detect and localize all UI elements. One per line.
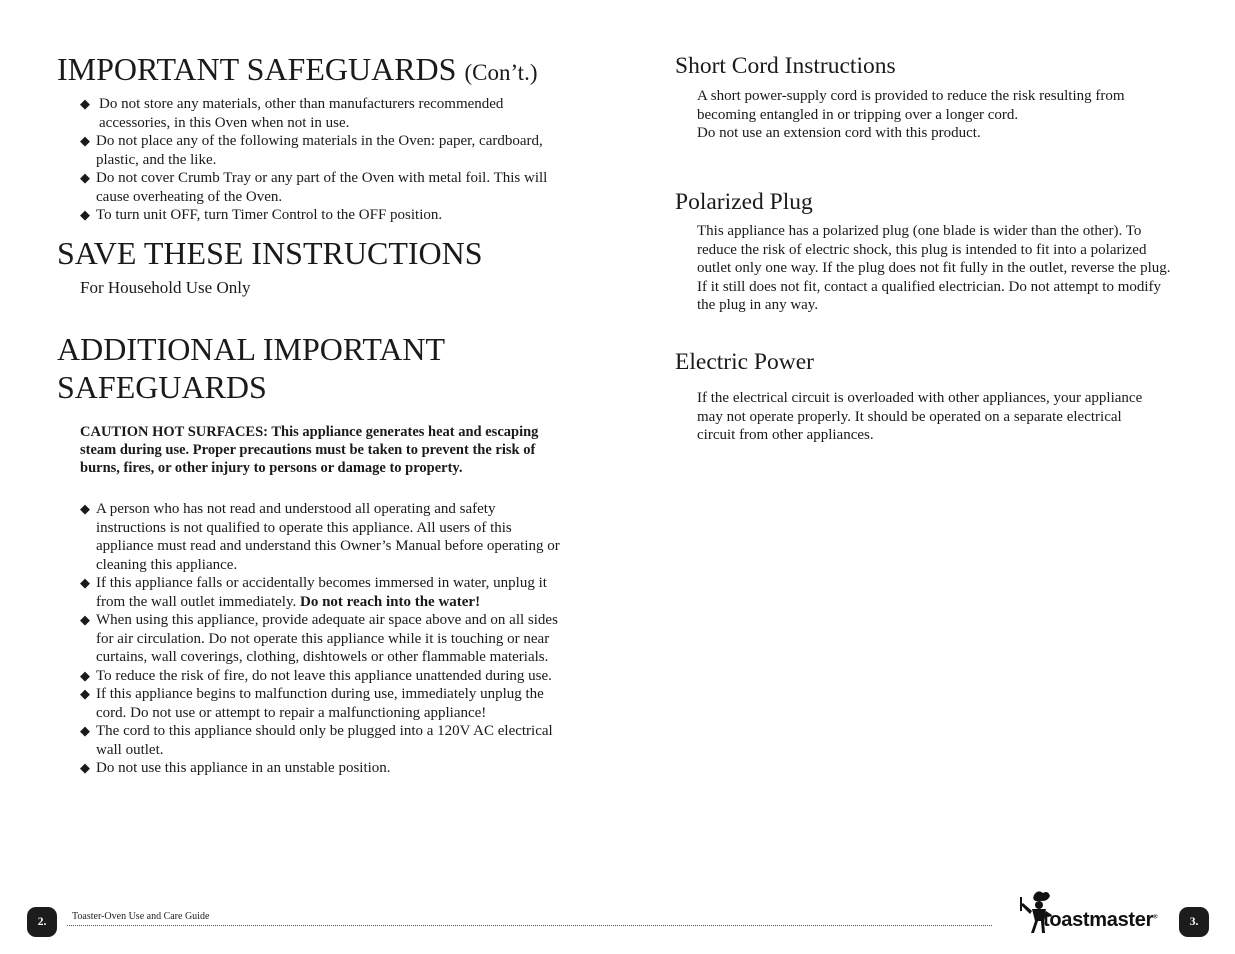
list-item: ◆ Do not cover Crumb Tray or any part of the Oven with metal foil. This will cause overheating of the Oven. (80, 170, 548, 205)
diamond-bullet-icon: ◆ (80, 612, 90, 627)
save-instructions-heading: SAVE THESE INSTRUCTIONS (57, 235, 483, 271)
footer-divider (67, 925, 992, 926)
water-warning: Do not reach into the water! (299, 593, 481, 610)
diamond-bullet-icon: ◆ (80, 133, 90, 148)
diamond-bullet-icon: ◆ (80, 575, 90, 590)
list-item: ◆ Do not use this appliance in an unstable position. (80, 760, 391, 776)
caution-text: CAUTION HOT SURFACES: This appliance generates heat and escaping steam during use. Proper precautions must be taken to prevent the risk of burns, fires, or other injury to persons or damage to property. (80, 424, 539, 476)
list-item: ◆ When using this appliance, provide adequate air space above and on all sides for air circulation. Do not operate this appliance while it is touching or near curtains, wall coverings, clothing, dishtowels or other flammable materials. (80, 612, 558, 665)
diamond-bullet-icon: ◆ (80, 686, 90, 701)
short-cord-heading: Short Cord Instructions (675, 53, 896, 79)
safeguards-heading-suffix: (Con’t.) (464, 60, 538, 85)
diamond-bullet-icon: ◆ (80, 170, 90, 185)
list-item: ◆ Do not store any materials, other than manufacturers recommended accessories, in this Oven when not in use. (80, 96, 504, 131)
page-number-left: 2. (27, 907, 57, 937)
electric-power-heading: Electric Power (675, 349, 814, 375)
list-item: ◆ A person who has not read and understood all operating and safety instructions is not qualified to operate this appliance. All users of this appliance must read and understand this Owner’s Manual before operating or cleaning this appliance. (80, 501, 560, 573)
short-cord-text: A short power-supply cord is provided to reduce the risk resulting from becoming entangled in or tripping over a longer cord. Do not use an extension cord with this product. (697, 88, 1125, 141)
safeguards-heading (57, 50, 537, 92)
list-item: ◆ If this appliance begins to malfunction during use, immediately unplug the cord. Do not use or attempt to repair a malfunctioning appliance! (80, 686, 544, 721)
safeguards-heading-text: IMPORTANT SAFEGUARDS (57, 51, 457, 87)
list-item: ◆ If this appliance falls or accidentally becomes immersed in water, unplug it from the wall outlet immediately. Do not reach into the water! (80, 575, 547, 610)
diamond-bullet-icon: ◆ (80, 501, 90, 516)
brand-wordmark: toastmaster® (1043, 909, 1158, 931)
footer-title: Toaster-Oven Use and Care Guide (72, 911, 210, 922)
diamond-bullet-icon: ◆ (80, 667, 90, 683)
diamond-bullet-icon: ◆ (80, 207, 90, 222)
list-item: ◆ To turn unit OFF, turn Timer Control to the OFF position. (80, 207, 443, 223)
list-item: ◆ Do not place any of the following materials in the Oven: paper, cardboard, plastic, and the like. (80, 133, 543, 168)
additional-safeguards-list (80, 500, 560, 778)
polarized-plug-text: This appliance has a polarized plug (one blade is wider than the other). To reduce the risk of electric shock, this plug is intended to fit into a polarized outlet only one way. If the plug does not fit fully in the outlet, reverse the plug. If it still does not fit, contact a qualified electrician. Do not attempt to modify the plug in any way. (697, 223, 1171, 313)
electric-power-text: If the electrical circuit is overloaded with other appliances, your appliance may not operate properly. It should be operated on a separate electrical circuit from other appliances. (697, 390, 1143, 443)
page-number-right: 3. (1179, 907, 1209, 937)
household-note: For Household Use Only (80, 278, 251, 297)
list-item: ◆ The cord to this appliance should only be plugged into a 120V AC electrical wall outlet. (80, 723, 553, 758)
diamond-bullet-icon: ◆ (80, 723, 90, 738)
polarized-plug-heading: Polarized Plug (675, 189, 813, 215)
diamond-bullet-icon: ◆ (80, 760, 90, 775)
safeguards-list (80, 95, 550, 225)
additional-heading-line1: ADDITIONAL IMPORTANT (57, 331, 446, 367)
list-item: ◆ To reduce the risk of fire, do not leave this appliance unattended during use. (80, 667, 552, 684)
diamond-bullet-icon: ◆ (80, 96, 90, 111)
additional-heading-line2: SAFEGUARDS (57, 369, 267, 405)
